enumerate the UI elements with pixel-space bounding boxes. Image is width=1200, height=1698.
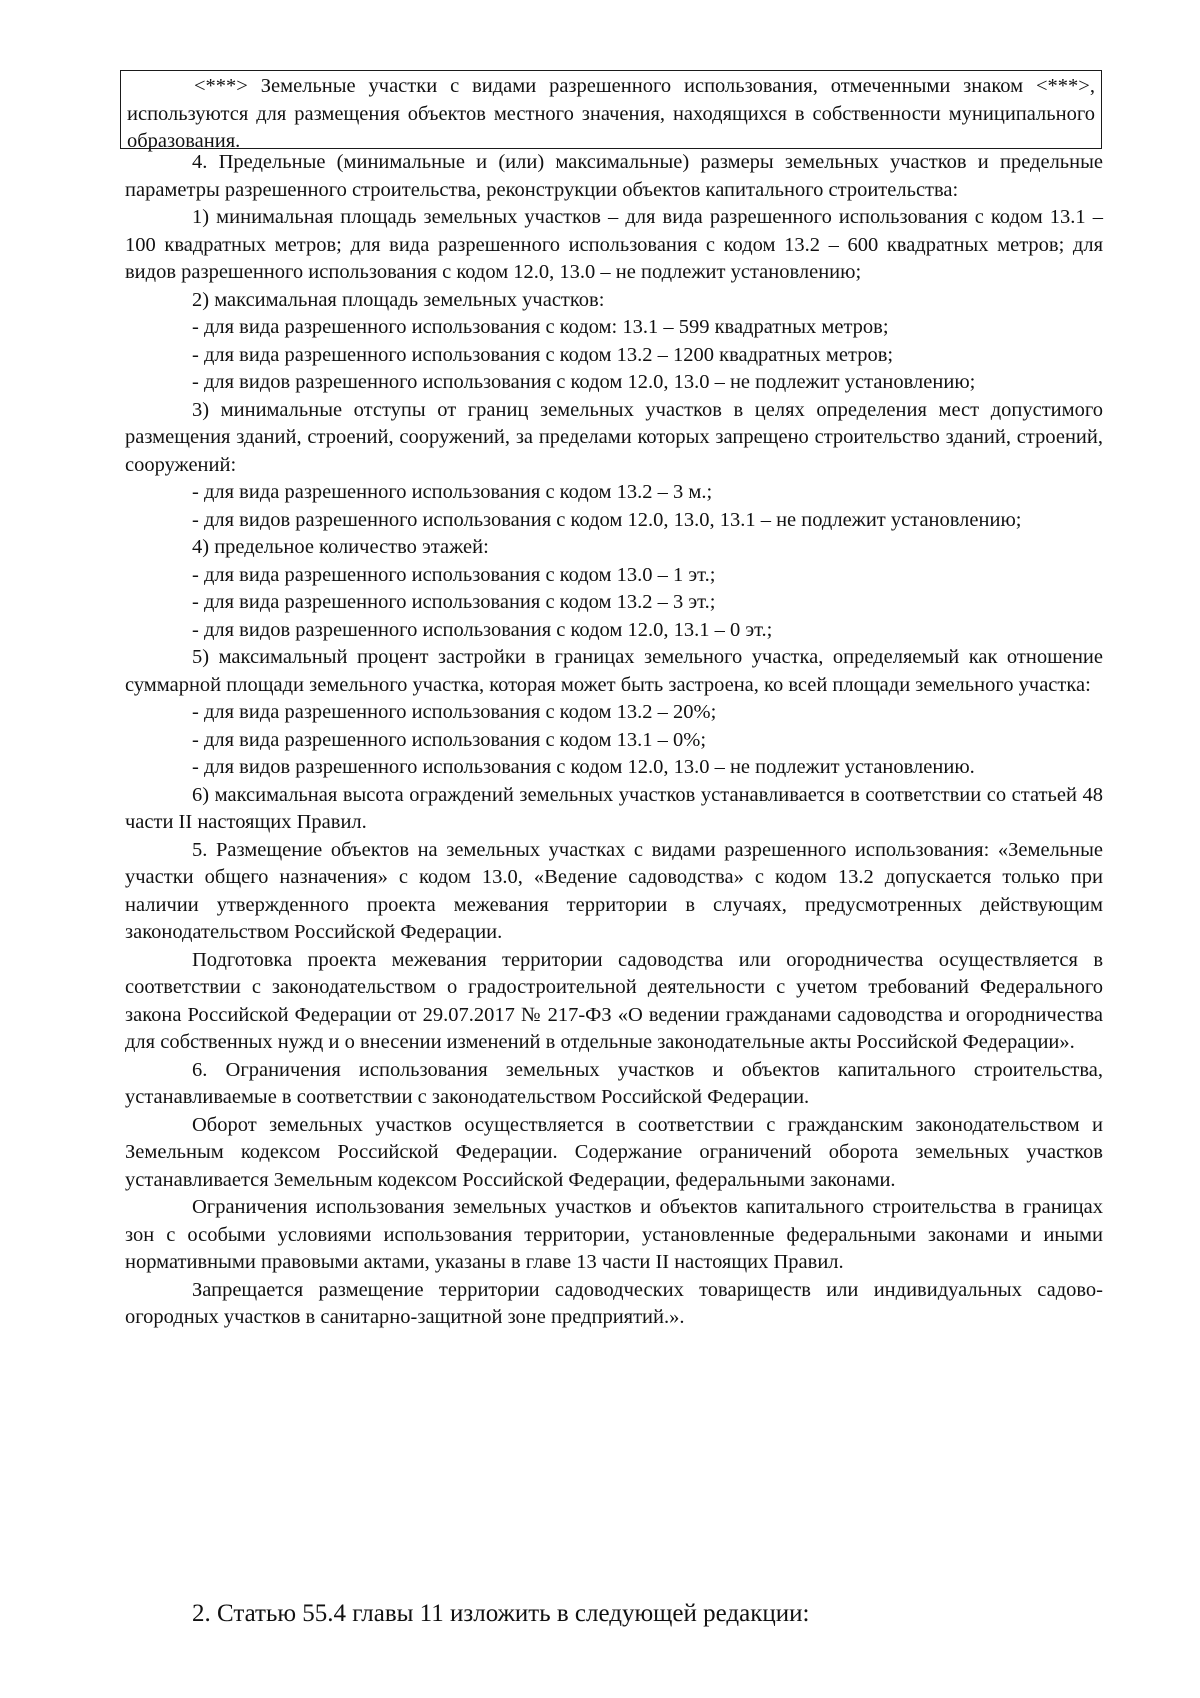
paragraph: 4) предельное количество этажей: [192,536,489,558]
document-body [125,149,1103,1332]
footnote-text: <***> Земельные участки с видами разрешенного использования, отмеченными знаком <***>, используются для размещения объектов местного значения, находящихся в собственности муниципального образования. [127,75,1095,152]
list-item: - для видов разрешенного использования с кодом 12.0, 13.0 – не подлежит установлению. [192,756,975,778]
paragraph: Запрещается размещение территории садоводческих товариществ или индивидуальных садово-огородных участков в санитарно-защитной зоне предприятий.». [125,1278,1103,1328]
list-item: - для видов разрешенного использования с кодом 12.0, 13.0, 13.1 – не подлежит установлению; [192,508,1022,531]
list-item: - для видов разрешенного использования с кодом 12.0, 13.0 – не подлежит установлению; [192,371,976,393]
list-item: - для вида разрешенного использования с кодом 13.2 – 3 эт.; [192,591,716,613]
footnote-box [120,70,1102,152]
list-item: - для вида разрешенного использования с кодом: 13.1 – 599 квадратных метров; [192,316,889,338]
paragraph: 5. Размещение объектов на земельных участках с видами разрешенного использования: «Земельные участки общего назначения» с кодом 13.0, «Ведение садоводства» с кодом 13.2 допускается только при наличии утвержденного проекта межевания территории в случаях, предусмотренных действующим законодательством Российской Федерации. [125,838,1103,943]
list-item: - для вида разрешенного использования с кодом 13.2 – 3 м.; [192,481,713,503]
list-item: - для вида разрешенного использования с кодом 13.2 – 20%; [192,701,717,723]
paragraph: 5) максимальный процент застройки в границах земельного участка, определяемый как отношение суммарной площади земельного участка, которая может быть застроена, ко всей площади земельного участка: [125,646,1103,696]
list-item: - для вида разрешенного использования с кодом 13.2 – 1200 квадратных метров; [192,343,894,366]
paragraph: 3) минимальные отступы от границ земельных участков в целях определения мест допустимого размещения зданий, строений, сооружений, за пределами которых запрещено строительство зданий, строений, сооружений: [125,398,1103,476]
paragraph: 4. Предельные (минимальные и (или) максимальные) размеры земельных участков и предельные параметры разрешенного строительства, реконструкции объектов капитального строительства: [125,151,1103,201]
paragraph: 1) минимальная площадь земельных участков – для вида разрешенного использования с кодом 13.1 – 100 квадратных метров; для вида разрешенного использования с кодом 13.2 – 600 квадратных метров; для видов разрешенного использования с кодом 12.0, 13.0 – не подлежит установлению; [125,206,1103,283]
paragraph: Оборот земельных участков осуществляется в соответствии с гражданским законодательством и Земельным кодексом Российской Федерации. Содержание ограничений оборота земельных участков устанавливается Земельным кодексом Российской Федерации, федеральными законами. [125,1113,1103,1191]
list-item: - для вида разрешенного использования с кодом 13.1 – 0%; [192,728,707,751]
paragraph: 2) максимальная площадь земельных участков: [192,288,605,311]
paragraph: 6. Ограничения использования земельных участков и объектов капитального строительства, устанавливаемые в соответствии с законодательством Российской Федерации. [125,1058,1103,1108]
paragraph: Подготовка проекта межевания территории садоводства или огородничества осуществляется в соответствии с законодательством о градостроительной деятельности с учетом требований Федерального закона Российской Федерации от 29.07.2017 № 217-ФЗ «О ведении гражданами садоводства и огородничества для собственных нужд и о внесении изменений в отдельные законодательные акты Российской Федерации». [125,948,1103,1053]
list-item: - для вида разрешенного использования с кодом 13.0 – 1 эт.; [192,563,716,586]
paragraph: 6) максимальная высота ограждений земельных участков устанавливается в соответствии со статьей 48 части II настоящих Правил. [125,783,1103,833]
list-item: - для видов разрешенного использования с кодом 12.0, 13.1 – 0 эт.; [192,618,773,641]
paragraph: Ограничения использования земельных участков и объектов капитального строительства в границах зон с особыми условиями использования территории, установленные федеральными законами и иными нормативными правовыми актами, указаны в главе 13 части II настоящих Правил. [125,1196,1103,1273]
section-heading: 2. Статью 55.4 главы 11 изложить в следующей редакции: [192,1600,810,1627]
